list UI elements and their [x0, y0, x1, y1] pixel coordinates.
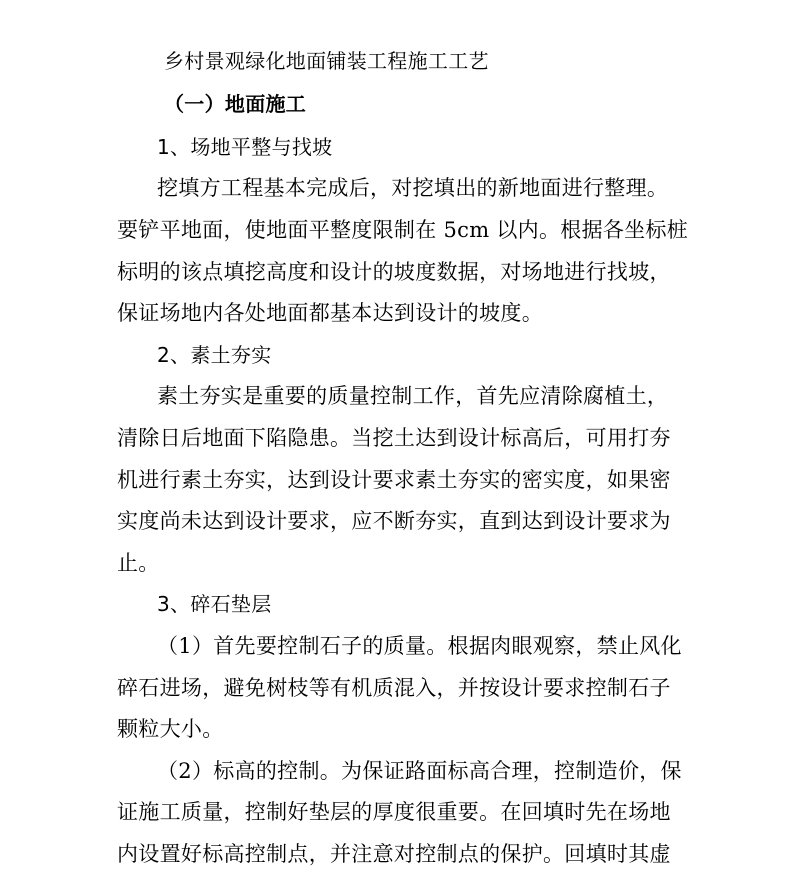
paragraph-line: 标明的该点填挖高度和设计的坡度数据，对场地进行找坡， — [117, 260, 671, 284]
paragraph-line: 证施工质量，控制好垫层的厚度很重要。在回填时先在场地 — [117, 800, 671, 824]
section-heading: （一）地面施工 — [164, 92, 307, 116]
paragraph-line: （2）标高的控制。为保证路面标高合理，控制造价，保 — [157, 759, 682, 783]
paragraph-line: 颗粒大小。 — [117, 717, 224, 741]
paragraph-line: 碎石进场，避免树枝等有机质混入，并按设计要求控制石子 — [117, 676, 671, 700]
subsection-heading-1: 1、场地平整与找坡 — [157, 135, 333, 159]
paragraph-line: 要铲平地面，使地面平整度限制在 5cm 以内。根据各坐标桩 — [117, 218, 689, 242]
subsection-heading-2: 2、素土夯实 — [157, 343, 272, 367]
paragraph-line: 清除日后地面下陷隐患。当挖土达到设计标高后，可用打夯 — [117, 426, 671, 450]
paragraph-line: 内设置好标高控制点，并注意对控制点的保护。回填时其虚 — [117, 842, 671, 866]
paragraph-line: 保证场地内各处地面都基本达到设计的坡度。 — [117, 301, 543, 325]
paragraph-line: 机进行素土夯实，达到设计要求素土夯实的密实度，如果密 — [117, 468, 671, 492]
paragraph-line: 止。 — [117, 551, 160, 575]
document-title: 乡村景观绿化地面铺装工程施工工艺 — [164, 49, 489, 73]
paragraph-line: （1）首先要控制石子的质量。根据肉眼观察，禁止风化 — [157, 634, 682, 658]
paragraph-line: 挖填方工程基本完成后，对挖填出的新地面进行整理。 — [157, 176, 669, 200]
paragraph-line: 实度尚未达到设计要求，应不断夯实，直到达到设计要求为 — [117, 509, 671, 533]
paragraph-line: 素土夯实是重要的质量控制工作，首先应清除腐植土， — [157, 384, 669, 408]
subsection-heading-3: 3、碎石垫层 — [157, 592, 272, 616]
